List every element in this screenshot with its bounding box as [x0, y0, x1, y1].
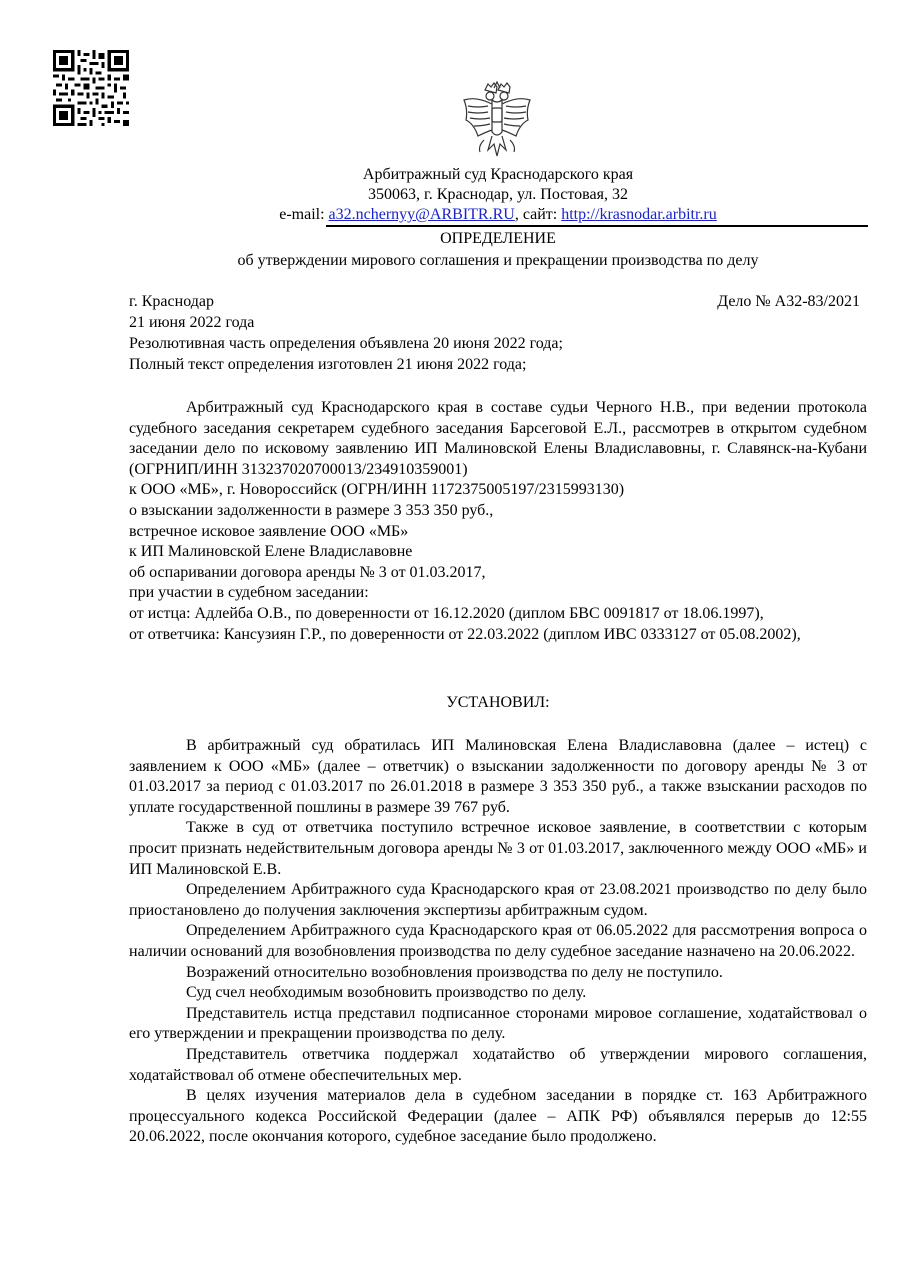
- intro-line: от ответчика: Кансузиян Г.Р., по доверенности от 22.03.2022 (диплом ИВС 0333127 от 05.08.2002),: [129, 625, 801, 643]
- intro-line: встречное исковое заявление ООО «МБ»: [129, 522, 409, 540]
- decision-date: 21 июня 2022 года: [129, 314, 255, 331]
- intro-line: об оспаривании договора аренды № 3 от 01.03.2017,: [129, 563, 486, 581]
- site-link[interactable]: http://krasnodar.arbitr.ru: [561, 206, 717, 223]
- court-name: Арбитражный суд Краснодарского края: [362, 166, 634, 183]
- city: г. Краснодар: [129, 293, 214, 310]
- established-paragraph: Суд счел необходимым возобновить производство по делу.: [186, 984, 587, 1002]
- established-paragraph: Представитель ответчика поддержал ходатайство об утверждении мирового соглашения, ходатайствовал об отмене обеспечительных мер.: [129, 1045, 867, 1084]
- resolution-announced-line: Резолютивная часть определения объявлена 20 июня 2022 года;: [129, 335, 563, 352]
- intro-line: к ООО «МБ», г. Новороссийск (ОГРН/ИНН 1172375005197/2315993130): [129, 481, 625, 499]
- email-label: e-mail:: [279, 206, 325, 223]
- full-text-line: Полный текст определения изготовлен 21 июня 2022 года;: [129, 356, 527, 373]
- qr-code-icon: [53, 50, 129, 126]
- case-number: Дело № А32-83/2021: [717, 293, 860, 310]
- document-subtitle: об утверждении мирового соглашения и прекращении производства по делу: [237, 252, 759, 269]
- court-contacts: [129, 204, 867, 226]
- intro-block: [129, 398, 867, 645]
- established-paragraph: В арбитражный суд обратилась ИП Малиновская Елена Владиславовна (далее – истец) с заявлением к ООО «МБ» (далее – ответчик) о взыскании задолженности по договору аренды № 3 от 01.03.2017 за период с 01.03.2017 по 26.01.2018 в размере 3 353 350 руб., а также взыскании расходов по уплате государственной пошлины в размере 39 767 руб.: [129, 737, 867, 816]
- section-heading: УСТАНОВИЛ:: [446, 694, 550, 711]
- established-paragraph: Также в суд от ответчика поступило встречное исковое заявление, в соответствии с которым просит признать недействительным договора аренды № 3 от 01.03.2017, заключенного между ООО «МБ» и ИП Малиновской Е.В.: [129, 819, 867, 878]
- court-address: 350063, г. Краснодар, ул. Постовая, 32: [368, 186, 628, 203]
- email-link[interactable]: a32.nchernyy@ARBITR.RU: [328, 206, 515, 223]
- established-paragraph: Определением Арбитражного суда Краснодарского края от 06.05.2022 для рассмотрения вопроса о наличии оснований для возобновления производства по делу судебное заседание назначено на 20.06.2022.: [129, 922, 867, 960]
- coat-of-arms-emblem: [458, 80, 536, 160]
- established-paragraph: Определением Арбитражного суда Краснодарского края от 23.08.2021 производство по делу было приостановлено до получения заключения экспертизы арбитражным судом.: [129, 881, 867, 919]
- site-label: , сайт:: [514, 206, 558, 223]
- intro-line: при участии в судебном заседании:: [129, 584, 369, 602]
- intro-line: к ИП Малиновской Елене Владиславовне: [129, 543, 413, 561]
- established-paragraph: В целях изучения материалов дела в судебном заседании в порядке ст. 163 Арбитражного процессуального кодекса Российской Федерации (далее – АПК РФ) объявлялся перерыв до 12:55 20.06.2022, после окончания которого, судебное заседание было продолжено.: [129, 1087, 867, 1146]
- intro-line: о взыскании задолженности в размере 3 353 350 руб.,: [129, 501, 494, 519]
- established-paragraph: Возражений относительно возобновления производства по делу не поступило.: [186, 963, 723, 981]
- established-paragraph: Представитель истца представил подписанное сторонами мировое соглашение, ходатайствовал о его утверждении и прекращении производства по делу.: [129, 1004, 867, 1043]
- header-divider: [326, 225, 868, 227]
- intro-line: от истца: Адлейба О.В., по доверенности от 16.12.2020 (диплом БВС 0091817 от 18.06.1997),: [129, 604, 764, 622]
- established-block: [129, 736, 867, 1148]
- intro-paragraph: Арбитражный суд Краснодарского края в составе судьи Черного Н.В., при ведении протокола судебного заседания секретарем судебного заседания Барсеговой Е.Л., рассмотрев в открытом судебном заседании дело по исковому заявлению ИП Малиновской Елены Владиславовны, г. Славянск-на-Кубани (ОГРНИП/ИНН 313237020700013/234910359001): [129, 399, 867, 478]
- city-line: [129, 292, 867, 313]
- document-title: ОПРЕДЕЛЕНИЕ: [440, 230, 556, 247]
